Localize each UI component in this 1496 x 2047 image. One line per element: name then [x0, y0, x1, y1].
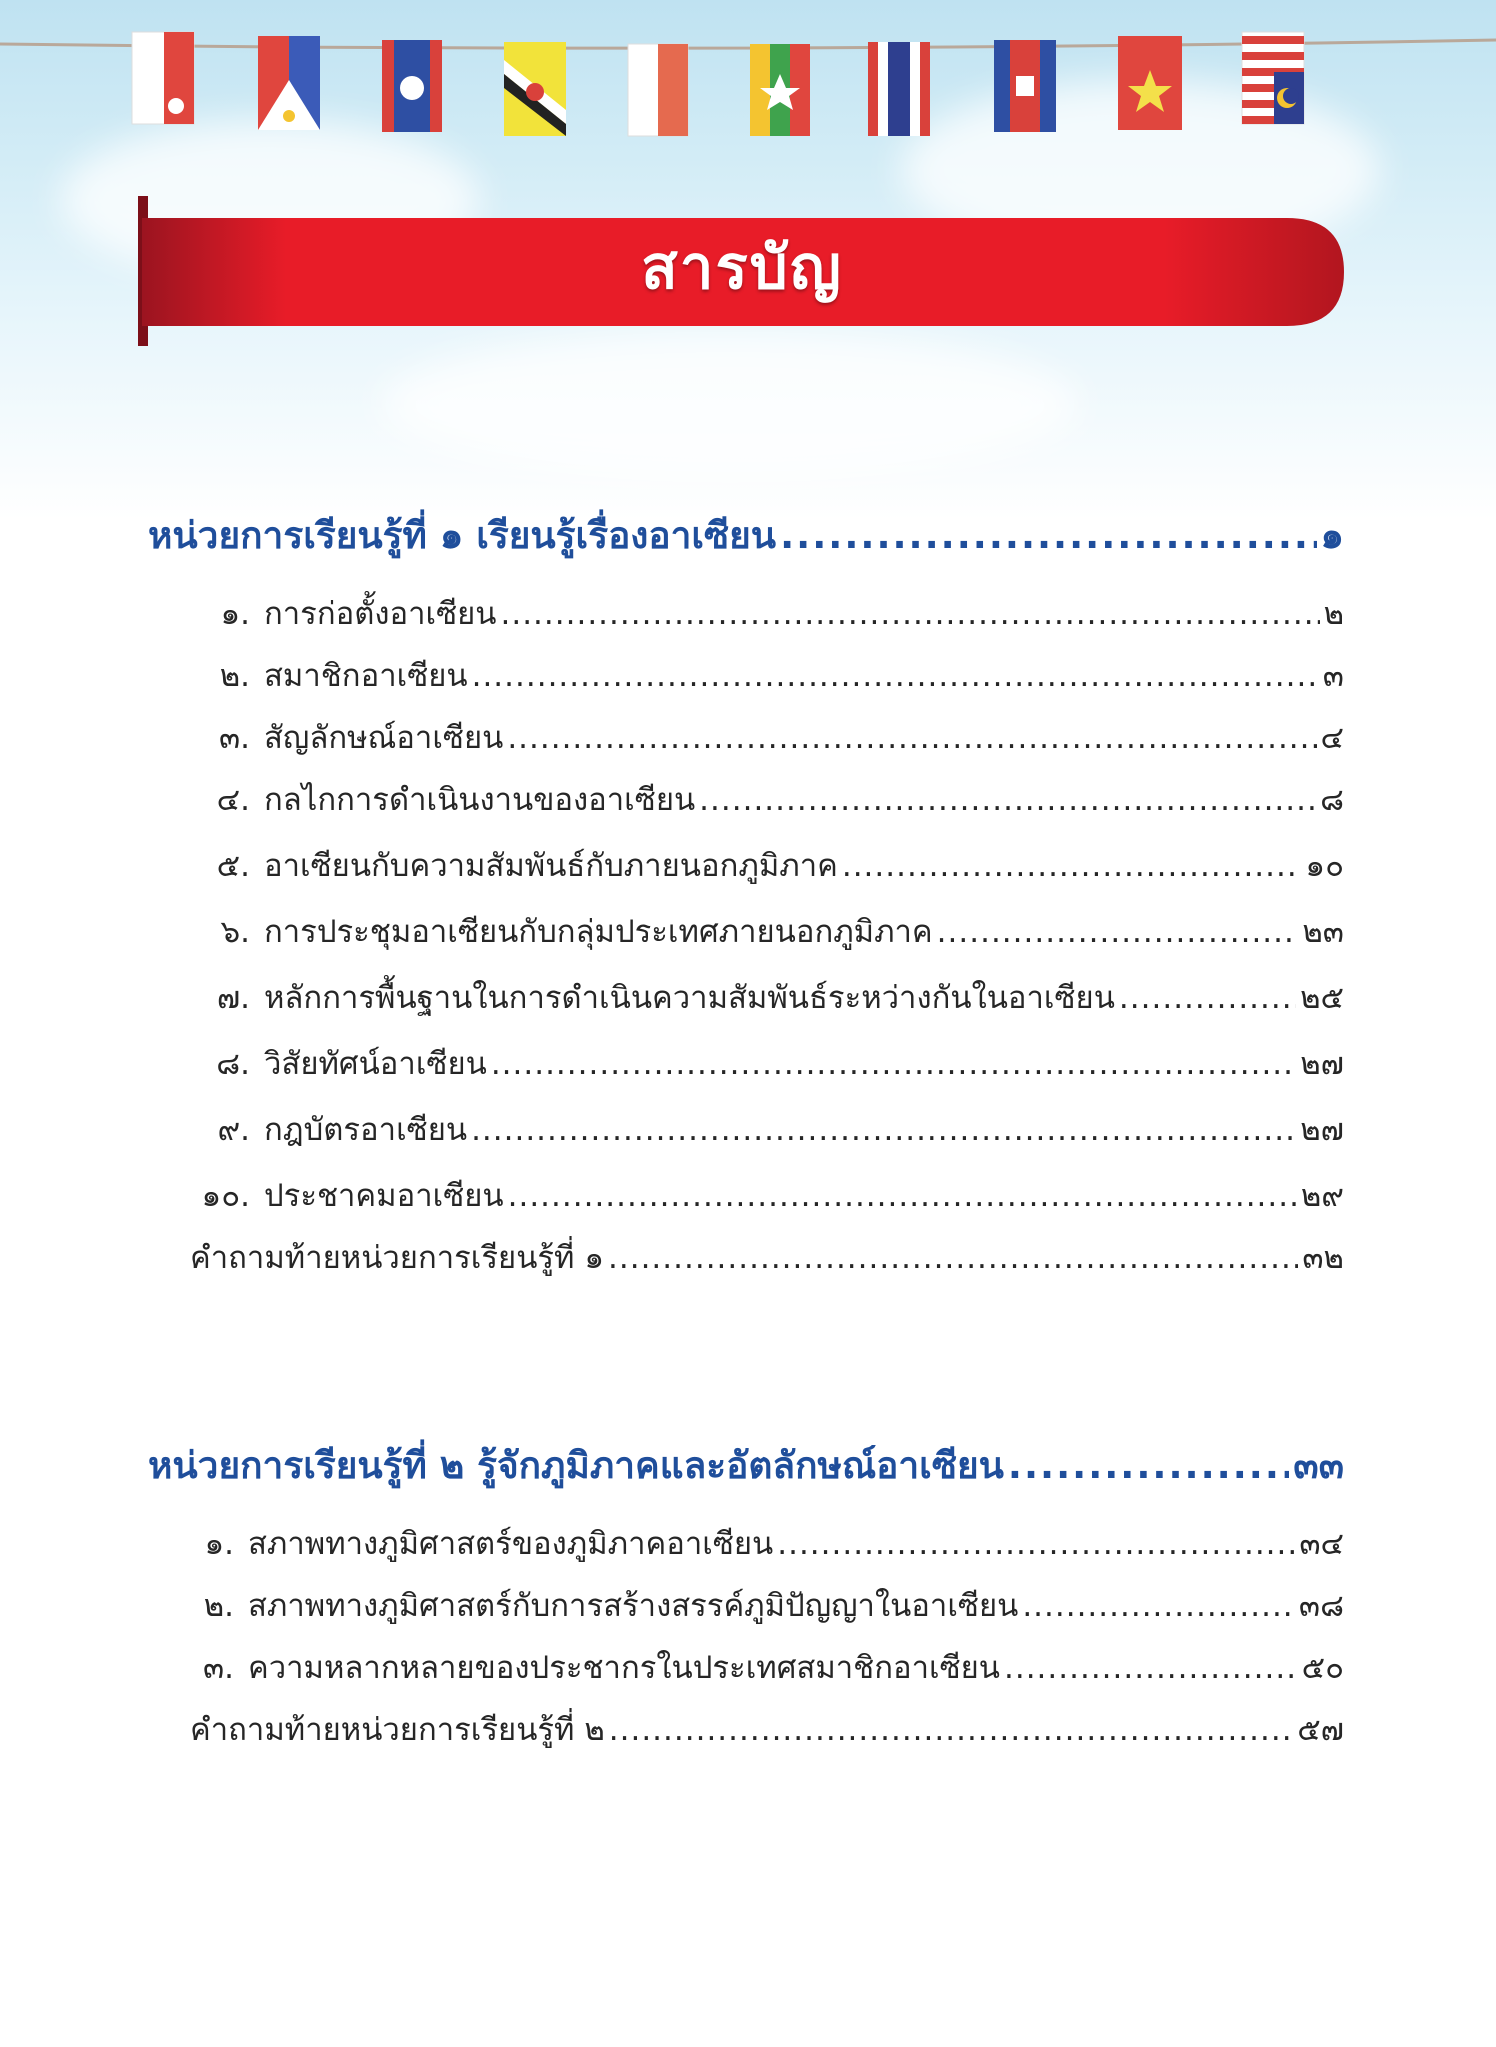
entry-title: สมาชิกอาเซียน: [264, 658, 468, 694]
dot-leader: [780, 514, 1316, 557]
toc-entry[interactable]: [190, 1518, 1344, 1568]
entry-number: ๒.: [219, 658, 250, 694]
entry-number: ๓.: [218, 720, 250, 756]
unit-2-heading[interactable]: [148, 1436, 1344, 1495]
dot-leader: [1119, 980, 1296, 1016]
dot-leader: [609, 1712, 1293, 1748]
unit-1-heading-text: หน่วยการเรียนรู้ที่ ๑ เรียนรู้เรื่องอาเซียน: [148, 514, 777, 557]
entry-page-number: ๓๒: [1302, 1240, 1344, 1276]
dot-leader: [608, 1240, 1298, 1276]
entry-number: ๑.: [220, 596, 250, 632]
entry-title: ประชาคมอาเซียน: [264, 1178, 504, 1214]
entry-page-number: ๔: [1320, 720, 1344, 756]
unit-1-questions-entry[interactable]: [190, 1232, 1344, 1282]
toc-entry[interactable]: [190, 1038, 1344, 1088]
dot-leader: [507, 720, 1316, 756]
dot-leader: [491, 1046, 1296, 1082]
laos-flag-icon: [382, 40, 442, 132]
toc-entry[interactable]: [190, 774, 1344, 824]
entry-title: สภาพทางภูมิศาสตร์ของภูมิภาคอาเซียน: [248, 1526, 774, 1562]
cloud: [380, 330, 1080, 480]
dot-leader: [842, 848, 1302, 884]
entry-page-number: ๓๘: [1298, 1588, 1344, 1624]
entry-page-number: ๑๐: [1305, 848, 1344, 884]
entry-number: ๓.: [202, 1650, 234, 1686]
toc-entry[interactable]: [190, 712, 1344, 762]
philippines-flag-icon: [258, 36, 320, 130]
unit-2-page-number: ๓๓: [1293, 1444, 1344, 1487]
entry-title: หลักการพื้นฐานในการดำเนินความสัมพันธ์ระหว่างกันในอาเซียน: [264, 980, 1115, 1016]
entry-title: กฎบัตรอาเซียน: [264, 1112, 468, 1148]
dot-leader: [1022, 1588, 1295, 1624]
entry-title: การก่อตั้งอาเซียน: [264, 596, 497, 632]
toc-entry[interactable]: [190, 650, 1344, 700]
vietnam-flag-icon: [1118, 36, 1182, 130]
entry-page-number: ๕๐: [1301, 1650, 1344, 1686]
dot-leader: [699, 782, 1316, 818]
toc-entry[interactable]: [190, 1170, 1344, 1220]
entry-number: ๙.: [217, 1112, 250, 1148]
entry-page-number: ๕๗: [1297, 1712, 1344, 1748]
entry-number: ๕.: [216, 848, 250, 884]
entry-title: ความหลากหลายของประชากรในประเทศสมาชิกอาเซียน: [248, 1650, 1000, 1686]
entry-page-number: ๒: [1323, 596, 1344, 632]
toc-entry[interactable]: [190, 906, 1344, 956]
flag-bunting: [0, 0, 1496, 150]
entry-title: คำถามท้ายหน่วยการเรียนรู้ที่ ๒: [190, 1712, 605, 1748]
myanmar-flag-icon: [750, 44, 810, 136]
toc-entry[interactable]: [190, 1642, 1344, 1692]
entry-title: อาเซียนกับความสัมพันธ์กับภายนอกภูมิภาค: [264, 848, 838, 884]
entry-page-number: ๒๗: [1300, 1046, 1344, 1082]
dot-leader: [472, 658, 1319, 694]
entry-page-number: ๓: [1322, 658, 1344, 694]
entry-number: ๖.: [220, 914, 250, 950]
indonesia-flag-icon: [628, 44, 688, 136]
brunei-flag-icon: [504, 42, 566, 136]
toc-entry[interactable]: [190, 972, 1344, 1022]
dot-leader: [508, 1178, 1297, 1214]
entry-number: ๑.: [204, 1526, 234, 1562]
entry-title: สัญลักษณ์อาเซียน: [264, 720, 504, 756]
entry-number: ๘.: [216, 1046, 250, 1082]
dot-leader: [471, 1112, 1296, 1148]
thailand-flag-icon: [868, 42, 930, 136]
entry-number: ๗.: [216, 980, 250, 1016]
unit-1-page-number: ๑: [1320, 514, 1344, 557]
entry-title: สภาพทางภูมิศาสตร์กับการสร้างสรรค์ภูมิปัญญาในอาเซียน: [248, 1588, 1019, 1624]
toc-entry[interactable]: [190, 588, 1344, 638]
dot-leader: [937, 914, 1299, 950]
entry-page-number: ๘: [1320, 782, 1344, 818]
entry-title: กลไกการดำเนินงานของอาเซียน: [264, 782, 696, 818]
dot-leader: [1004, 1650, 1298, 1686]
toc-entry[interactable]: [190, 1104, 1344, 1154]
unit-2-heading-text: หน่วยการเรียนรู้ที่ ๒ รู้จักภูมิภาคและอัตลักษณ์อาเซียน: [148, 1444, 1004, 1487]
entry-page-number: ๒๗: [1300, 1112, 1344, 1148]
page-title: สารบัญ: [641, 232, 843, 303]
dot-leader: [1008, 1444, 1289, 1487]
entry-title: การประชุมอาเซียนกับกลุ่มประเทศภายนอกภูมิภาค: [264, 914, 933, 950]
entry-title: วิสัยทัศน์อาเซียน: [264, 1046, 487, 1082]
malaysia-flag-icon: [1242, 32, 1304, 124]
dot-leader: [777, 1526, 1295, 1562]
entry-title: คำถามท้ายหน่วยการเรียนรู้ที่ ๑: [190, 1240, 605, 1276]
entry-page-number: ๓๔: [1299, 1526, 1344, 1562]
unit-2-questions-entry[interactable]: [190, 1704, 1344, 1754]
entry-page-number: ๒๕: [1300, 980, 1344, 1016]
dot-leader: [501, 596, 1320, 632]
entry-number: ๔.: [216, 782, 250, 818]
toc-entry[interactable]: [190, 840, 1344, 890]
entry-page-number: ๒๙: [1300, 1178, 1344, 1214]
cambodia-flag-icon: [994, 40, 1056, 132]
entry-number: ๑๐.: [201, 1178, 250, 1214]
unit-1-heading[interactable]: [148, 506, 1344, 565]
entry-page-number: ๒๓: [1302, 914, 1344, 950]
toc-entry[interactable]: [190, 1580, 1344, 1630]
entry-number: ๒.: [203, 1588, 234, 1624]
singapore-flag-icon: [132, 32, 194, 124]
